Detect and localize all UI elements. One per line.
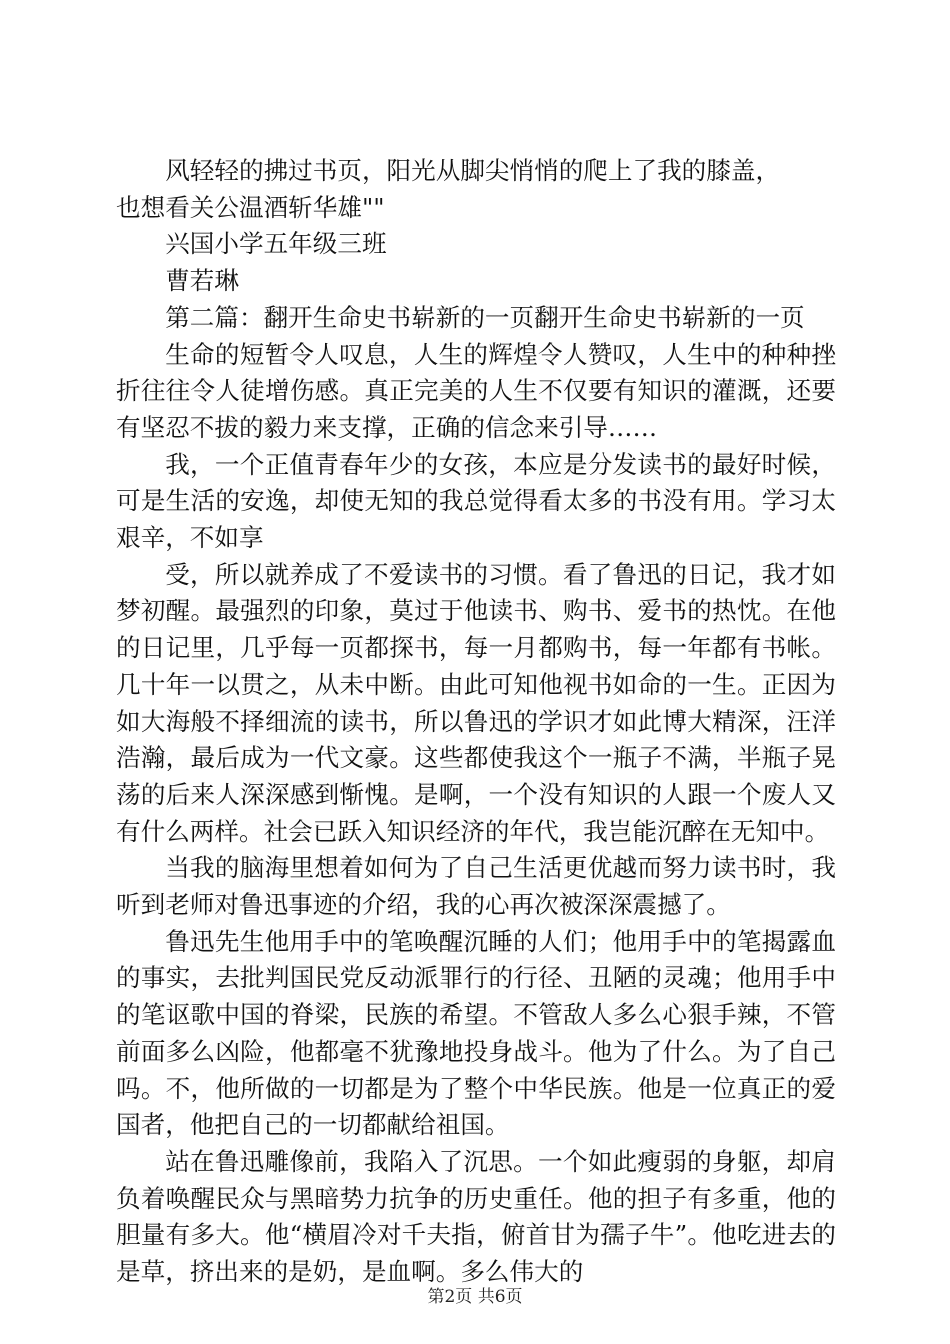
paragraph: 鲁迅先生他用手中的笔唤醒沉睡的人们；他用手中的笔揭露血的事实，去批判国民党反动派罪行的行径、丑陋的灵魂；他用手中的笔讴歌中国的脊梁，民族的希望。不管敌人多么心狠手辣，不管前面多么凶险，他都毫不犹豫地投身战斗。他为了什么。为了自己吗。不，他所做的一切都是为了整个中华民族。他是一位真正的爱国者，他把自己的一切都献给祖国。 <box>116 926 836 1140</box>
paragraph: 曹若琳 <box>165 266 239 296</box>
paragraph: 风轻轻的拂过书页，阳光从脚尖悄悄的爬上了我的膝盖， <box>165 156 781 185</box>
section-heading: 第二篇：翻开生命史书崭新的一页翻开生命史书崭新的一页 <box>165 302 805 332</box>
paragraph: 站在鲁迅雕像前，我陷入了沉思。一个如此瘦弱的身躯，却肩负着唤醒民众与黑暗势力抗争的历史重任。他的担子有多重，他的胆量有多大。他“横眉冷对千夫指，俯首甘为孺子牛”。他吃进去的是草，挤出来的是奶，是血啊。多么伟大的 <box>116 1146 836 1287</box>
page-number: 第2页 共6页 <box>427 1287 523 1307</box>
paragraph: 兴国小学五年级三班 <box>165 229 387 259</box>
paragraph: 我，一个正值青春年少的女孩，本应是分发读书的最好时候，可是生活的安逸，却使无知的我总觉得看太多的书没有用。学习太艰辛，不如享 <box>116 449 836 553</box>
paragraph: 生命的短暂令人叹息，人生的辉煌令人赞叹，人生中的种种挫折往往令人徒增伤感。真正完美的人生不仅要有知识的灌溉，还要有坚忍不拔的毅力来支撑，正确的信念来引导…… <box>116 339 836 442</box>
paragraph: 当我的脑海里想着如何为了自己生活更优越而努力读书时，我听到老师对鲁迅事迹的介绍，我的心再次被深深震撼了。 <box>116 853 836 920</box>
document-body <box>116 153 836 1291</box>
paragraph: 受，所以就养成了不爱读书的习惯。看了鲁迅的日记，我才如梦初醒。最强烈的印象，莫过于他读书、购书、爱书的热忱。在他的日记里，几乎每一页都探书，每一月都购书，每一年都有书帐。几十年一以贯之，从未中断。由此可知他视书如命的一生。正因为如大海般不择细流的读书，所以鲁迅的学识才如此博大精深，汪洋浩瀚，最后成为一代文豪。这些都使我这个一瓶子不满，半瓶子晃荡的后来人深深感到惭愧。是啊，一个没有知识的人跟一个废人又有什么两样。社会已跃入知识经济的年代，我岂能沉醉在无知中。 <box>116 559 836 846</box>
paragraph: 也想看关公温酒斩华雄"" <box>116 192 385 222</box>
